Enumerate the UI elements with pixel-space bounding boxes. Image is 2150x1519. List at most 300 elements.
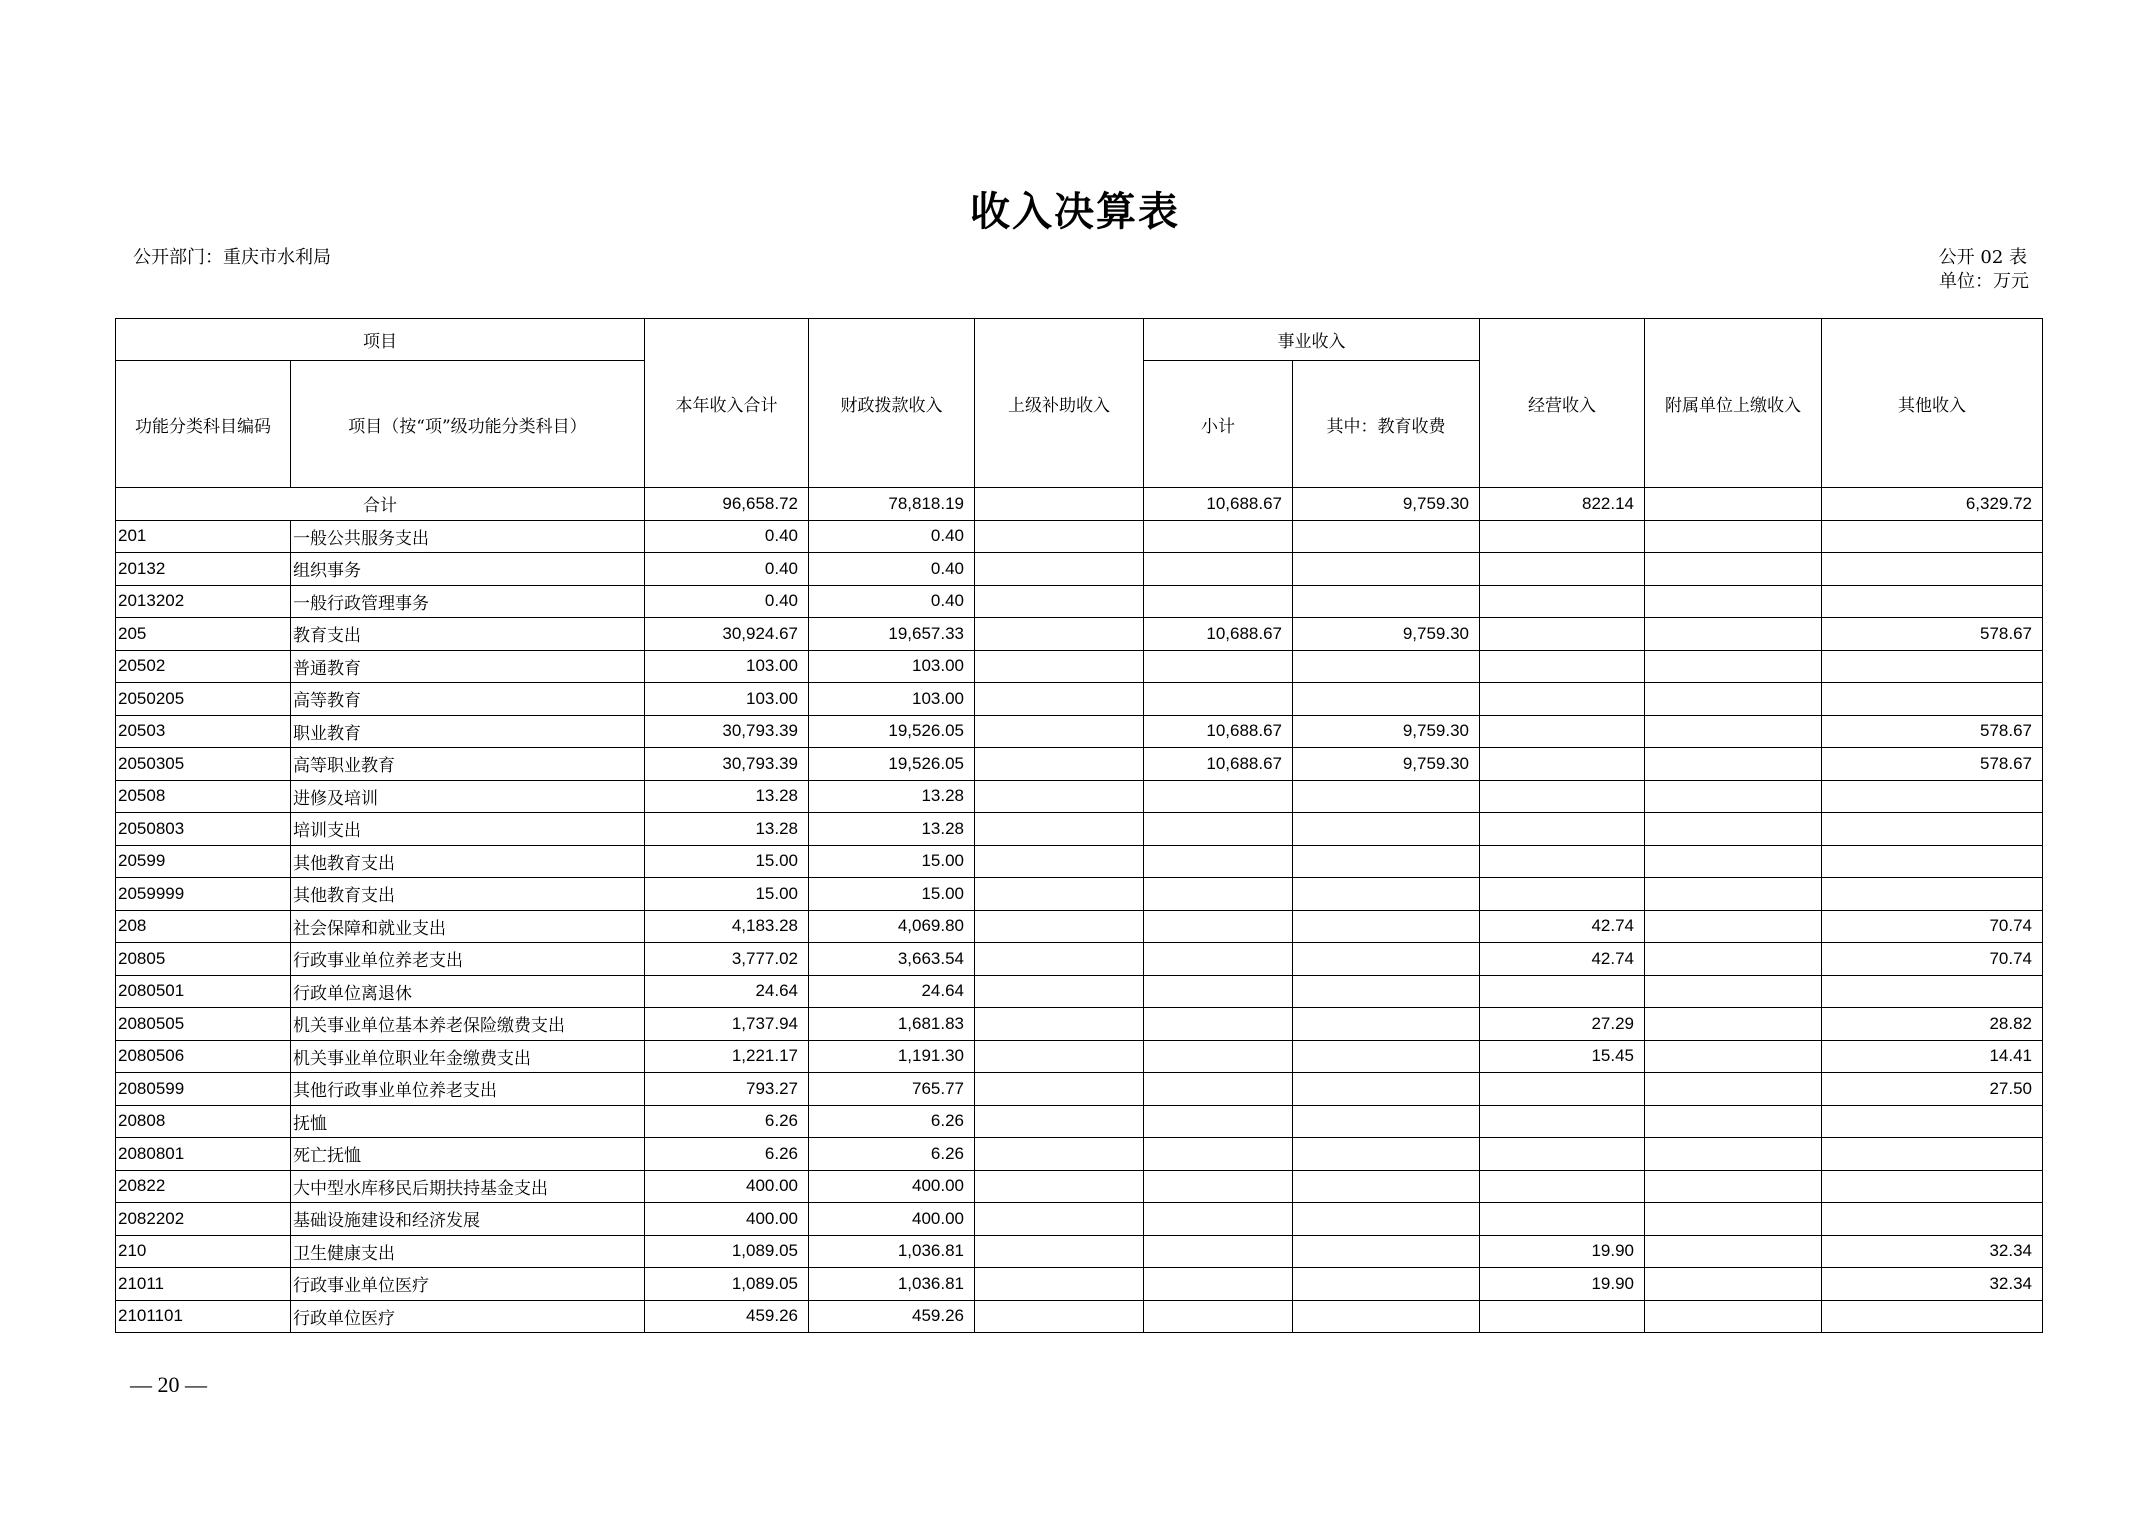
row-subtotal	[1144, 975, 1293, 1008]
header-operating: 经营收入	[1480, 319, 1645, 488]
row-other: 578.67	[1822, 748, 2043, 781]
row-education	[1293, 780, 1480, 813]
row-name: 卫生健康支出	[291, 1235, 645, 1268]
table-body	[116, 488, 2043, 1333]
row-code: 2050803	[116, 813, 291, 846]
row-superior	[975, 748, 1144, 781]
table-row	[116, 1268, 2043, 1301]
row-superior	[975, 683, 1144, 716]
row-total: 24.64	[645, 975, 809, 1008]
row-fiscal: 400.00	[809, 1170, 975, 1203]
table-row	[116, 715, 2043, 748]
summary-fiscal: 78,818.19	[809, 488, 975, 521]
row-total: 0.40	[645, 520, 809, 553]
table-row	[116, 1235, 2043, 1268]
row-name: 教育支出	[291, 618, 645, 651]
income-table	[115, 318, 2043, 1333]
row-other	[1822, 845, 2043, 878]
row-total: 459.26	[645, 1300, 809, 1333]
row-superior	[975, 1138, 1144, 1171]
row-total: 103.00	[645, 683, 809, 716]
row-total: 400.00	[645, 1203, 809, 1236]
row-code: 2101101	[116, 1300, 291, 1333]
row-subtotal	[1144, 878, 1293, 911]
form-number: 公开 02 表	[1938, 247, 2027, 268]
table-row	[116, 780, 2043, 813]
row-affiliated	[1645, 910, 1822, 943]
header-code: 功能分类科目编码	[116, 361, 291, 488]
header-project: 项目	[116, 319, 645, 361]
table-row	[116, 650, 2043, 683]
row-subtotal	[1144, 1138, 1293, 1171]
row-operating	[1480, 683, 1645, 716]
row-code: 2013202	[116, 585, 291, 618]
row-code: 20503	[116, 715, 291, 748]
row-superior	[975, 1300, 1144, 1333]
row-name: 基础设施建设和经济发展	[291, 1203, 645, 1236]
row-superior	[975, 1040, 1144, 1073]
row-name: 机关事业单位基本养老保险缴费支出	[291, 1008, 645, 1041]
table-row	[116, 1170, 2043, 1203]
summary-other: 6,329.72	[1822, 488, 2043, 521]
row-superior	[975, 650, 1144, 683]
row-other	[1822, 975, 2043, 1008]
row-superior	[975, 585, 1144, 618]
row-fiscal: 1,036.81	[809, 1268, 975, 1301]
row-code: 20822	[116, 1170, 291, 1203]
row-name: 抚恤	[291, 1105, 645, 1138]
row-total: 6.26	[645, 1105, 809, 1138]
row-total: 400.00	[645, 1170, 809, 1203]
row-fiscal: 0.40	[809, 520, 975, 553]
row-code: 2080505	[116, 1008, 291, 1041]
row-subtotal	[1144, 1300, 1293, 1333]
row-affiliated	[1645, 618, 1822, 651]
row-subtotal: 10,688.67	[1144, 748, 1293, 781]
row-name: 行政单位医疗	[291, 1300, 645, 1333]
row-superior	[975, 1268, 1144, 1301]
row-superior	[975, 618, 1144, 651]
row-fiscal: 19,526.05	[809, 715, 975, 748]
row-other: 70.74	[1822, 943, 2043, 976]
row-education: 9,759.30	[1293, 715, 1480, 748]
row-other: 32.34	[1822, 1235, 2043, 1268]
row-name: 死亡抚恤	[291, 1138, 645, 1171]
row-superior	[975, 1203, 1144, 1236]
row-name: 行政事业单位养老支出	[291, 943, 645, 976]
row-operating	[1480, 780, 1645, 813]
row-other: 70.74	[1822, 910, 2043, 943]
row-superior	[975, 878, 1144, 911]
row-total: 30,793.39	[645, 715, 809, 748]
row-education	[1293, 813, 1480, 846]
row-subtotal: 10,688.67	[1144, 618, 1293, 651]
row-name: 培训支出	[291, 813, 645, 846]
row-code: 201	[116, 520, 291, 553]
row-subtotal	[1144, 1170, 1293, 1203]
row-fiscal: 1,036.81	[809, 1235, 975, 1268]
row-other	[1822, 650, 2043, 683]
row-total: 1,737.94	[645, 1008, 809, 1041]
row-affiliated	[1645, 1008, 1822, 1041]
table-row	[116, 1073, 2043, 1106]
row-affiliated	[1645, 1040, 1822, 1073]
row-total: 15.00	[645, 845, 809, 878]
row-subtotal: 10,688.67	[1144, 715, 1293, 748]
row-code: 210	[116, 1235, 291, 1268]
row-affiliated	[1645, 1138, 1822, 1171]
row-subtotal	[1144, 553, 1293, 586]
row-affiliated	[1645, 650, 1822, 683]
row-affiliated	[1645, 1073, 1822, 1106]
row-fiscal: 765.77	[809, 1073, 975, 1106]
row-code: 2080599	[116, 1073, 291, 1106]
row-total: 15.00	[645, 878, 809, 911]
row-fiscal: 3,663.54	[809, 943, 975, 976]
row-education	[1293, 1203, 1480, 1236]
row-superior	[975, 813, 1144, 846]
row-other	[1822, 1138, 2043, 1171]
row-operating	[1480, 520, 1645, 553]
row-affiliated	[1645, 1105, 1822, 1138]
row-code: 2080801	[116, 1138, 291, 1171]
summary-operating: 822.14	[1480, 488, 1645, 521]
row-education: 9,759.30	[1293, 748, 1480, 781]
row-operating	[1480, 813, 1645, 846]
table-row	[116, 845, 2043, 878]
row-education	[1293, 1040, 1480, 1073]
row-affiliated	[1645, 1170, 1822, 1203]
row-code: 2080506	[116, 1040, 291, 1073]
row-operating	[1480, 748, 1645, 781]
row-subtotal	[1144, 1268, 1293, 1301]
summary-subtotal: 10,688.67	[1144, 488, 1293, 521]
table-row	[116, 910, 2043, 943]
header-subtotal: 小计	[1144, 361, 1293, 488]
row-code: 20508	[116, 780, 291, 813]
row-other	[1822, 520, 2043, 553]
row-operating	[1480, 975, 1645, 1008]
row-operating	[1480, 878, 1645, 911]
row-operating: 42.74	[1480, 943, 1645, 976]
row-total: 793.27	[645, 1073, 809, 1106]
row-fiscal: 15.00	[809, 878, 975, 911]
table-row	[116, 1300, 2043, 1333]
row-subtotal	[1144, 943, 1293, 976]
row-name: 其他行政事业单位养老支出	[291, 1073, 645, 1106]
row-subtotal	[1144, 910, 1293, 943]
row-education	[1293, 1138, 1480, 1171]
row-subtotal	[1144, 1073, 1293, 1106]
row-fiscal: 103.00	[809, 683, 975, 716]
row-education	[1293, 520, 1480, 553]
row-education	[1293, 1170, 1480, 1203]
row-other	[1822, 1170, 2043, 1203]
row-fiscal: 15.00	[809, 845, 975, 878]
table-header	[116, 319, 2043, 488]
row-other: 578.67	[1822, 715, 2043, 748]
row-code: 2050305	[116, 748, 291, 781]
row-fiscal: 400.00	[809, 1203, 975, 1236]
page-title: 收入决算表	[970, 188, 1180, 235]
row-education	[1293, 1105, 1480, 1138]
row-name: 行政单位离退休	[291, 975, 645, 1008]
row-code: 20599	[116, 845, 291, 878]
row-education	[1293, 1300, 1480, 1333]
table-row	[116, 878, 2043, 911]
summary-label: 合计	[116, 488, 645, 521]
row-education	[1293, 1268, 1480, 1301]
header-item: 项目（按“项”级功能分类科目）	[291, 361, 645, 488]
row-fiscal: 103.00	[809, 650, 975, 683]
header-other: 其他收入	[1822, 319, 2043, 488]
row-other: 14.41	[1822, 1040, 2043, 1073]
row-other	[1822, 553, 2043, 586]
row-total: 1,089.05	[645, 1235, 809, 1268]
row-superior	[975, 1008, 1144, 1041]
row-superior	[975, 910, 1144, 943]
row-superior	[975, 520, 1144, 553]
table-row	[116, 553, 2043, 586]
row-operating	[1480, 1170, 1645, 1203]
row-superior	[975, 553, 1144, 586]
row-fiscal: 459.26	[809, 1300, 975, 1333]
row-code: 205	[116, 618, 291, 651]
row-fiscal: 4,069.80	[809, 910, 975, 943]
row-code: 21011	[116, 1268, 291, 1301]
row-name: 其他教育支出	[291, 878, 645, 911]
summary-total: 96,658.72	[645, 488, 809, 521]
row-affiliated	[1645, 878, 1822, 911]
row-code: 20502	[116, 650, 291, 683]
row-total: 6.26	[645, 1138, 809, 1171]
row-name: 进修及培训	[291, 780, 645, 813]
row-total: 13.28	[645, 813, 809, 846]
row-operating	[1480, 1138, 1645, 1171]
row-affiliated	[1645, 845, 1822, 878]
row-total: 13.28	[645, 780, 809, 813]
row-affiliated	[1645, 813, 1822, 846]
table-row	[116, 943, 2043, 976]
row-affiliated	[1645, 1203, 1822, 1236]
row-name: 高等职业教育	[291, 748, 645, 781]
table-row	[116, 1105, 2043, 1138]
row-operating	[1480, 650, 1645, 683]
row-education	[1293, 1008, 1480, 1041]
row-education	[1293, 1073, 1480, 1106]
row-code: 20132	[116, 553, 291, 586]
row-other	[1822, 878, 2043, 911]
table-row	[116, 975, 2043, 1008]
row-name: 一般公共服务支出	[291, 520, 645, 553]
row-operating	[1480, 618, 1645, 651]
row-subtotal	[1144, 1105, 1293, 1138]
row-total: 30,793.39	[645, 748, 809, 781]
row-other	[1822, 1203, 2043, 1236]
row-name: 组织事务	[291, 553, 645, 586]
row-affiliated	[1645, 520, 1822, 553]
row-education	[1293, 943, 1480, 976]
row-fiscal: 13.28	[809, 780, 975, 813]
row-superior	[975, 1105, 1144, 1138]
department-label: 公开部门：重庆市水利局	[133, 247, 331, 268]
row-superior	[975, 1073, 1144, 1106]
row-code: 2080501	[116, 975, 291, 1008]
row-fiscal: 19,526.05	[809, 748, 975, 781]
row-operating	[1480, 715, 1645, 748]
row-other: 578.67	[1822, 618, 2043, 651]
row-fiscal: 1,681.83	[809, 1008, 975, 1041]
row-affiliated	[1645, 683, 1822, 716]
table-row	[116, 1203, 2043, 1236]
row-operating	[1480, 1073, 1645, 1106]
row-name: 社会保障和就业支出	[291, 910, 645, 943]
row-education	[1293, 650, 1480, 683]
row-operating: 19.90	[1480, 1268, 1645, 1301]
row-subtotal	[1144, 520, 1293, 553]
row-code: 208	[116, 910, 291, 943]
row-name: 机关事业单位职业年金缴费支出	[291, 1040, 645, 1073]
header-fiscal: 财政拨款收入	[809, 319, 975, 488]
row-fiscal: 0.40	[809, 585, 975, 618]
row-subtotal	[1144, 1008, 1293, 1041]
row-superior	[975, 1170, 1144, 1203]
row-affiliated	[1645, 1300, 1822, 1333]
table-row	[116, 1008, 2043, 1041]
row-fiscal: 13.28	[809, 813, 975, 846]
header-superior: 上级补助收入	[975, 319, 1144, 488]
row-subtotal	[1144, 1203, 1293, 1236]
row-name: 行政事业单位医疗	[291, 1268, 645, 1301]
table-row	[116, 813, 2043, 846]
row-affiliated	[1645, 1235, 1822, 1268]
row-total: 0.40	[645, 553, 809, 586]
row-affiliated	[1645, 943, 1822, 976]
row-education	[1293, 975, 1480, 1008]
row-other	[1822, 683, 2043, 716]
row-total: 103.00	[645, 650, 809, 683]
row-fiscal: 1,191.30	[809, 1040, 975, 1073]
row-superior	[975, 780, 1144, 813]
table-row	[116, 618, 2043, 651]
row-subtotal	[1144, 1040, 1293, 1073]
row-education	[1293, 878, 1480, 911]
row-education	[1293, 910, 1480, 943]
row-other	[1822, 585, 2043, 618]
row-total: 4,183.28	[645, 910, 809, 943]
table-row	[116, 520, 2043, 553]
row-subtotal	[1144, 650, 1293, 683]
row-operating	[1480, 1300, 1645, 1333]
row-superior	[975, 715, 1144, 748]
summary-row	[116, 488, 2043, 521]
summary-superior	[975, 488, 1144, 521]
table-row	[116, 748, 2043, 781]
row-affiliated	[1645, 585, 1822, 618]
header-education: 其中：教育收费	[1293, 361, 1480, 488]
row-name: 普通教育	[291, 650, 645, 683]
row-subtotal	[1144, 780, 1293, 813]
row-operating: 15.45	[1480, 1040, 1645, 1073]
row-education	[1293, 683, 1480, 716]
summary-affiliated	[1645, 488, 1822, 521]
row-education	[1293, 553, 1480, 586]
table-row	[116, 1138, 2043, 1171]
row-operating: 19.90	[1480, 1235, 1645, 1268]
row-code: 20808	[116, 1105, 291, 1138]
row-name: 其他教育支出	[291, 845, 645, 878]
row-subtotal	[1144, 585, 1293, 618]
row-total: 3,777.02	[645, 943, 809, 976]
row-code: 2082202	[116, 1203, 291, 1236]
row-fiscal: 0.40	[809, 553, 975, 586]
row-total: 1,089.05	[645, 1268, 809, 1301]
row-fiscal: 6.26	[809, 1138, 975, 1171]
header-business: 事业收入	[1144, 319, 1480, 361]
row-other: 27.50	[1822, 1073, 2043, 1106]
row-other: 32.34	[1822, 1268, 2043, 1301]
header-total: 本年收入合计	[645, 319, 809, 488]
row-superior	[975, 975, 1144, 1008]
row-affiliated	[1645, 715, 1822, 748]
row-code: 2050205	[116, 683, 291, 716]
row-total: 30,924.67	[645, 618, 809, 651]
table-row	[116, 683, 2043, 716]
row-name: 职业教育	[291, 715, 645, 748]
row-education	[1293, 1235, 1480, 1268]
row-name: 高等教育	[291, 683, 645, 716]
row-name: 一般行政管理事务	[291, 585, 645, 618]
row-operating	[1480, 553, 1645, 586]
row-education	[1293, 845, 1480, 878]
row-fiscal: 24.64	[809, 975, 975, 1008]
row-affiliated	[1645, 553, 1822, 586]
row-total: 0.40	[645, 585, 809, 618]
row-operating: 42.74	[1480, 910, 1645, 943]
row-other	[1822, 780, 2043, 813]
row-other	[1822, 813, 2043, 846]
row-operating: 27.29	[1480, 1008, 1645, 1041]
row-operating	[1480, 845, 1645, 878]
header-affiliated: 附属单位上缴收入	[1645, 319, 1822, 488]
page-number: — 20 —	[130, 1372, 207, 1397]
row-education: 9,759.30	[1293, 618, 1480, 651]
row-operating	[1480, 1203, 1645, 1236]
row-affiliated	[1645, 1268, 1822, 1301]
unit-label: 单位：万元	[1939, 271, 2029, 292]
row-other: 28.82	[1822, 1008, 2043, 1041]
row-affiliated	[1645, 748, 1822, 781]
row-fiscal: 19,657.33	[809, 618, 975, 651]
row-subtotal	[1144, 683, 1293, 716]
row-superior	[975, 943, 1144, 976]
row-superior	[975, 1235, 1144, 1268]
row-other	[1822, 1105, 2043, 1138]
row-operating	[1480, 585, 1645, 618]
table-row	[116, 1040, 2043, 1073]
row-subtotal	[1144, 1235, 1293, 1268]
row-code: 20805	[116, 943, 291, 976]
row-subtotal	[1144, 845, 1293, 878]
row-code: 2059999	[116, 878, 291, 911]
row-affiliated	[1645, 780, 1822, 813]
row-fiscal: 6.26	[809, 1105, 975, 1138]
table-row	[116, 585, 2043, 618]
row-superior	[975, 845, 1144, 878]
row-affiliated	[1645, 975, 1822, 1008]
row-operating	[1480, 1105, 1645, 1138]
summary-education: 9,759.30	[1293, 488, 1480, 521]
